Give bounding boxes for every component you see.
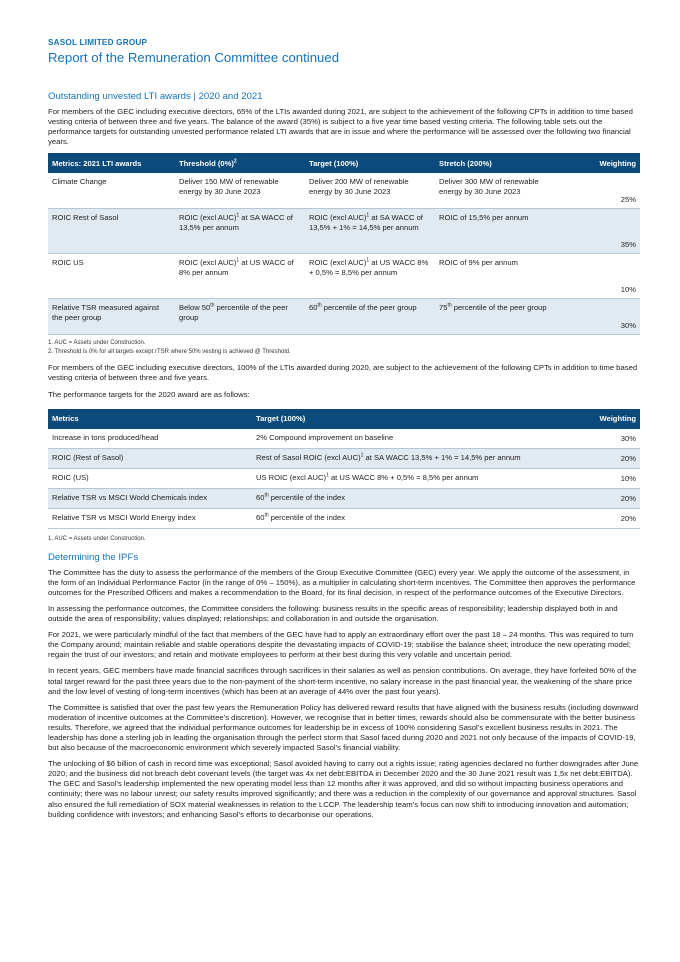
- cell-threshold: Deliver 150 MW of renewable energy by 30 June 2023: [175, 173, 305, 209]
- col-header-weighting: Weighting: [565, 153, 640, 173]
- cell-metric: ROIC (Rest of Sasol): [48, 448, 252, 468]
- section-heading-ipf: Determining the IPFs: [48, 551, 139, 563]
- cell-weighting: 20%: [570, 488, 640, 508]
- cell-metric: ROIC (US): [48, 468, 252, 488]
- ipf-paragraph: In recent years, GEC members have made financial sacrifices through sacrifices in their salaries as well as pension contributions. On average, they have forfeited 50% of the total target reward for the past three years due to the non-payment of the short-term incentive, no salary increase in the past financial year, the weakening of the share price and the low level of vesting of long-term incentives (which has been at an average of 44% over the past four years).: [48, 666, 637, 696]
- cell-target: ROIC (excl AUC)$^1$ at SA WACC of 13,5% + 1% = 14,5% per annum: [305, 209, 435, 254]
- table-row: [48, 468, 640, 488]
- page-title: [48, 50, 640, 65]
- col-header-metrics: Metrics: [48, 409, 252, 429]
- cell-target: Deliver 200 MW of renewable energy by 30 June 2023: [305, 173, 435, 209]
- table-header-row: [48, 153, 640, 173]
- footnote-2: 2. Threshold is 0% for all targets except rTSR where 50% vesting is achieved @ Threshold.: [48, 349, 291, 356]
- cell-metric: ROIC Rest of Sasol: [48, 209, 175, 254]
- col-header-threshold: Threshold $(0\%)^2$: [175, 153, 305, 173]
- table-row: [48, 508, 640, 528]
- cell-weighting: 10%: [570, 468, 640, 488]
- lti-2020-table: [48, 409, 640, 529]
- title-main: Report of the Remuneration Committee: [48, 50, 279, 65]
- cell-weighting: 20%: [570, 508, 640, 528]
- lti-2021-table: [48, 153, 640, 335]
- table-row: [48, 429, 640, 449]
- lti-intro-paragraph: For members of the GEC including executive directors, 65% of the LTIs awarded during 2021, are subject to the achievement of the following CPTs in addition to time based vesting criteria of between three and five years. The balance of the award (35%) is subject to a five year time based vesting criteria. The following table sets out the performance targets for outstanding unvested performance related LTI awards that are in issue and where the performance will be assessed over the following two financial years.: [48, 107, 633, 147]
- table-row: [48, 448, 640, 468]
- cell-stretch: Deliver 300 MW of renewable energy by 30 June 2023: [435, 173, 565, 209]
- cell-metric: Relative TSR measured against the peer group: [48, 299, 175, 335]
- col-header-target: Target (100%): [252, 409, 570, 429]
- title-continued: continued: [281, 50, 340, 65]
- cell-target: 60th percentile of the index: [252, 508, 570, 528]
- cell-weighting: 30%: [570, 429, 640, 449]
- cell-stretch: 75th percentile of the peer group: [435, 299, 565, 335]
- table-row: [48, 209, 640, 254]
- table-row: [48, 254, 640, 299]
- cell-metric: Increase in tons produced/head: [48, 429, 252, 449]
- section-heading-lti: Outstanding unvested LTI awards | 2020 and 2021: [48, 91, 263, 102]
- cell-metric: Relative TSR vs MSCI World Chemicals index: [48, 488, 252, 508]
- cell-target: 2% Compound improvement on baseline: [252, 429, 570, 449]
- col-header-weighting: Weighting: [570, 409, 640, 429]
- cell-threshold: Below 50th percentile of the peer group: [175, 299, 305, 335]
- lti-2020-targets-intro: The performance targets for the 2020 award are as follows:: [48, 389, 250, 399]
- ipf-paragraph: For 2021, we were particularly mindful of the fact that members of the GEC have had to apply an extraordinary effort over the past 18 – 24 months. This was required to turn the Company around; maintain reliable and stable operations despite the devastating impacts of COVID-19; stabilise the balance sheet; introduce the new operating model; regain the trust of our investors; and retain and motivate employees to perform at their best during this very volatile and uncertain period.: [48, 630, 634, 660]
- cell-target: US ROIC (excl AUC)$^1$ at US WACC 8% + 0,5% = 8,5% per annum: [252, 468, 570, 488]
- table-row: [48, 173, 640, 209]
- ipf-paragraph: The Committee has the duty to assess the performance of the members of the Group Executive Committee (GEC) every year. We apply the outcome of the assessment, in the form of an Individual Performance Factor (in the range of 0% – 150%), as a multiplier in calculating short-term incentives. The Committee then approves the performance outcomes for the Prescribed Officers and makes a recommendation to the Board, for its final decision, in respect of the performance outcomes of the Executive Directors.: [48, 567, 636, 597]
- ipf-paragraph: In assessing the performance outcomes, the Committee considers the following: business results in the specific areas of responsibility; leadership displayed both in and outside the area of responsibility; values displayed; relationships; and collaboration in and outside the organisation.: [48, 603, 618, 624]
- col-header-target: Target (100%): [305, 153, 435, 173]
- cell-weighting: 30%: [565, 299, 640, 335]
- col-header-metrics: Metrics: 2021 LTI awards: [48, 153, 175, 173]
- cell-metric: Climate Change: [48, 173, 175, 209]
- table-header-row: [48, 409, 640, 429]
- footnote-1: 1. AUC = Assets under Construction.: [48, 535, 146, 542]
- ipf-paragraph: The unlocking of $6 billion of cash in record time was exceptional; Sasol avoided having to carry out a rights issue; rating agencies declared no further downgrades after June 2020; and the business did not breach debt covenant levels (the target was 4x net debt:EBITDA in December 2020 and the 30 June 2021 result was 1,5x net debt:EBITDA). The GEC and Sasol’s leadership implemented the new operating model less than 12 months after it was approved, and did so without impacting business operations and continuity; there was no labour unrest; our safety results improved significantly; and there was a reduction in the complexity of our governance and approval structures. Sasol also ensured the full remediation of SOX material weaknesses in relation to the LCCP. The leadership team’s focus can now shift to introducing innovation and automation; building confidence with investors; and enhancing Sasol’s efforts to decarbonise our operations.: [48, 759, 639, 819]
- table-row: [48, 299, 640, 335]
- cell-weighting: 35%: [565, 209, 640, 254]
- cell-stretch: ROIC of 9% per annum: [435, 254, 565, 299]
- cell-target: Rest of Sasol ROIC (excl AUC)$^1$ at SA WACC 13,5% + 1% = 14,5% per annum: [252, 448, 570, 468]
- cell-target: ROIC (excl AUC)$^1$ at US WACC 8% + 0,5% = 8,5% per annum: [305, 254, 435, 299]
- cell-weighting: 25%: [565, 173, 640, 209]
- col-header-stretch: Stretch (200%): [435, 153, 565, 173]
- cell-target: 60th percentile of the index: [252, 488, 570, 508]
- ipf-paragraph: The Committee is satisfied that over the past few years the Remuneration Policy has delivered reward results that have aligned with the business results (including downward moderation of incentive outcomes at the Committee’s discretion). However, we recognise that in better times, rewards should also be commensurate with the better business results. Therefore, we agreed that the individual performance outcomes for leadership be in excess of 100% considering Sasol’s excellent business results in 2021. The leadership has done a sterling job in leading the organisation through the perfect storm that Sasol faced during 2020 and 2021 not only because of the impacts of COVID-19, but also because of the macroeconomic environment which severely impacted Sasol’s financial viability.: [48, 702, 639, 753]
- company-group-label: SASOL LIMITED GROUP: [48, 38, 148, 47]
- cell-threshold: ROIC (excl AUC)$^1$ at SA WACC of 13,5% per annum: [175, 209, 305, 254]
- cell-stretch: ROIC of 15,5% per annum: [435, 209, 565, 254]
- footnote-1: 1. AUC = Assets under Construction.: [48, 340, 146, 347]
- cell-weighting: 10%: [565, 254, 640, 299]
- cell-target: 60th percentile of the peer group: [305, 299, 435, 335]
- lti-2020-paragraph: For members of the GEC including executive directors, 100% of the LTIs awarded during 2020, are subject to the achievement of the following CPTs in addition to time based vesting criteria of between three and five years.: [48, 363, 638, 383]
- cell-metric: Relative TSR vs MSCI World Energy index: [48, 508, 252, 528]
- cell-metric: ROIC US: [48, 254, 175, 299]
- table-row: [48, 488, 640, 508]
- cell-weighting: 20%: [570, 448, 640, 468]
- cell-threshold: ROIC (excl AUC)$^1$ at US WACC of 8% per annum: [175, 254, 305, 299]
